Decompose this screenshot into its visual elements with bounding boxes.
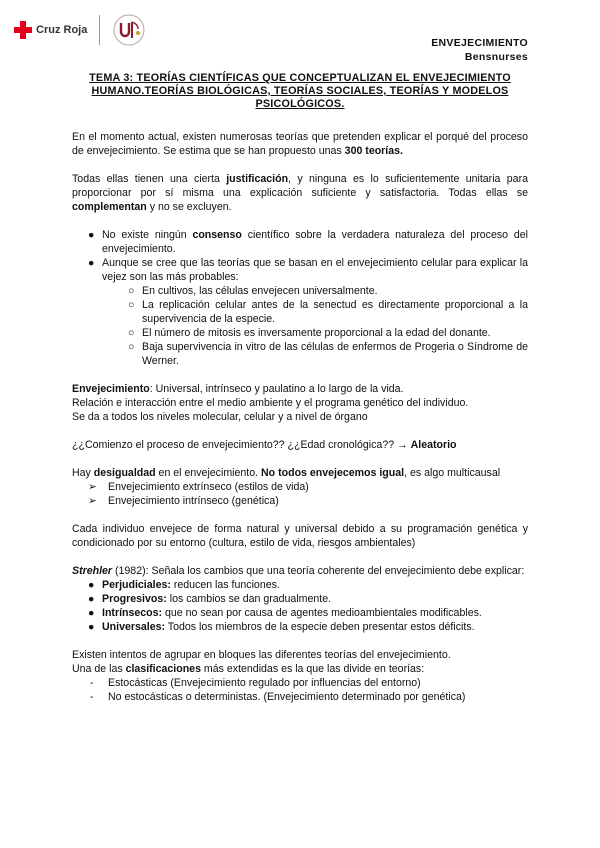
- text: Estocásticas (Envejecimiento regulado por influencias del entorno): [108, 677, 421, 689]
- bold-text: Envejecimiento: [72, 383, 150, 395]
- list-item: [72, 256, 528, 284]
- logo-divider: [99, 15, 100, 45]
- dash-bullet-icon: -: [90, 677, 94, 689]
- list-item: [72, 480, 528, 494]
- bullet-icon: ●: [88, 593, 95, 605]
- bullet-icon: ●: [88, 257, 95, 269]
- bold-text: consenso: [192, 229, 242, 241]
- aging-type-list: [72, 480, 528, 508]
- text: No existe ningún: [102, 229, 193, 241]
- justification-paragraph: [72, 172, 528, 214]
- bold-text: justificación: [226, 173, 289, 185]
- list-item: [72, 620, 528, 634]
- bold-text: 300 teorías.: [344, 145, 403, 157]
- text: Hay: [72, 467, 94, 479]
- header-logos: [14, 14, 146, 46]
- individual-paragraph: Cada individuo envejece de forma natural y universal debido a su programación genética y condicionado por su entorno (cultura, estilo de vida, riesgos ambientales): [72, 523, 528, 549]
- list-item: [72, 326, 528, 340]
- list-item: [72, 592, 528, 606]
- arrow-bullet-icon: ➢: [88, 481, 97, 493]
- text: (1982): Señala los cambios que una teoría coherente del envejecimiento debe explicar:: [112, 565, 525, 577]
- text: y no se excluyen.: [146, 201, 232, 213]
- header-info: [431, 36, 528, 64]
- bold-text: Aleatorio: [410, 439, 457, 451]
- bold-text: complementan: [72, 201, 147, 213]
- theory-type-list: [72, 676, 528, 704]
- bold-text: Intrínsecos:: [102, 607, 163, 619]
- bullet-icon: ●: [88, 229, 95, 241]
- text: en el envejecimiento.: [155, 467, 262, 479]
- consensus-list: [72, 228, 528, 284]
- hollow-bullet-icon: ○: [128, 299, 135, 311]
- cellular-evidence-list: [72, 284, 528, 368]
- text: Una de las: [72, 663, 126, 675]
- text: más extendidas es la que las divide en teorías:: [200, 663, 425, 675]
- text: , es algo multicausal: [404, 467, 501, 479]
- text: ¿¿Comienzo el proceso de envejecimiento?? ¿¿Edad cronológica?? →: [72, 439, 411, 451]
- text: No estocásticas o deterministas. (Envejecimiento determinado por genética): [108, 691, 466, 703]
- text: , y ninguna es lo suficientemente unitaria para proporcionar por sí misma una explicación suficiente y satisfactoria. Todas ellas se: [72, 173, 528, 199]
- text: científico sobre la verdadera naturaleza del proceso del envejecimiento.: [102, 229, 528, 255]
- text-line: Se da a todos los niveles molecular, celular y a nivel de órgano: [72, 411, 368, 423]
- list-item: [72, 578, 528, 592]
- bold-text: Perjudiciales:: [102, 579, 171, 591]
- list-item: [72, 228, 528, 256]
- text: En cultivos, las células envejecen universalmente.: [142, 285, 378, 297]
- dash-bullet-icon: -: [90, 691, 94, 703]
- text: Aunque se cree que las teorías que se basan en el envejecimiento celular para explicar la vejez son las más probables:: [102, 257, 528, 283]
- text: que no sean por causa de agentes medioambientales modificables.: [162, 607, 482, 619]
- bold-italic-text: Strehler: [72, 565, 113, 577]
- bold-text: clasificaciones: [125, 663, 201, 675]
- text-line: Relación e interacción entre el medio ambiente y el programa genético del individuo.: [72, 397, 469, 409]
- intro-paragraph: [72, 130, 528, 158]
- list-item: [72, 340, 528, 368]
- page-title: TEMA 3: TEORÍAS CIENTÍFICAS QUE CONCEPTUALIZAN EL ENVEJECIMIENTO HUMANO.TEORÍAS BIOLÓGICAS, TEORÍAS SOCIALES, TEORÍAS Y MODELOS PSICOLÓGICOS.: [89, 72, 511, 110]
- text: Envejecimiento extrínseco (estilos de vida): [108, 481, 309, 493]
- list-item: [72, 284, 528, 298]
- text: Baja supervivencia in vitro de las células de enfermos de Progeria o Síndrome de Werner.: [142, 341, 528, 367]
- university-crest-icon: [112, 13, 146, 47]
- hollow-bullet-icon: ○: [128, 285, 135, 297]
- cruz-roja-logo-text: Cruz Roja: [36, 24, 88, 36]
- question-line: [72, 438, 528, 452]
- text: reducen las funciones.: [170, 579, 280, 591]
- bold-text: desigualdad: [93, 467, 156, 479]
- arrow-bullet-icon: ➢: [88, 495, 97, 507]
- text: En el momento actual, existen numerosas teorías que pretenden explicar el porqué del proceso de envejecimiento. Se estima que se han propuesto unas: [72, 131, 528, 157]
- text: : Universal, intrínseco y paulatino a lo largo de la vida.: [149, 383, 404, 395]
- list-item: [72, 298, 528, 326]
- text: los cambios se dan gradualmente.: [166, 593, 332, 605]
- text: La replicación celular antes de la senectud es directamente proporcional a la supervivencia de la especie.: [142, 299, 528, 325]
- strehler-paragraph: [72, 564, 528, 578]
- bold-text: Universales:: [102, 621, 166, 633]
- list-item: [72, 494, 528, 508]
- classification-line: [72, 662, 528, 676]
- list-item: [72, 676, 528, 690]
- text: Todos los miembros de la especie deben presentar estos déficits.: [165, 621, 475, 633]
- red-cross-icon: [14, 21, 32, 39]
- bullet-icon: ●: [88, 607, 95, 619]
- text: El número de mitosis es inversamente proporcional a la edad del donante.: [142, 327, 491, 339]
- hollow-bullet-icon: ○: [128, 327, 135, 339]
- hollow-bullet-icon: ○: [128, 341, 135, 353]
- text-line: Existen intentos de agrupar en bloques las diferentes teorías del envejecimiento.: [72, 649, 451, 661]
- definition-line: [72, 382, 528, 396]
- list-item: [72, 690, 528, 704]
- bold-text: Progresivos:: [102, 593, 167, 605]
- bold-text: No todos envejecemos igual: [261, 467, 405, 479]
- subject-name: ENVEJECIMIENTO: [431, 37, 528, 49]
- text: Envejecimiento intrínseco (genética): [108, 495, 279, 507]
- author-name: Bensnurses: [464, 51, 528, 63]
- list-item: [72, 606, 528, 620]
- bullet-icon: ●: [88, 621, 95, 633]
- document-body: [72, 130, 528, 704]
- inequality-line: [72, 466, 528, 480]
- criteria-list: [72, 578, 528, 634]
- text: Todas ellas tienen una cierta: [72, 173, 227, 185]
- bullet-icon: ●: [88, 579, 95, 591]
